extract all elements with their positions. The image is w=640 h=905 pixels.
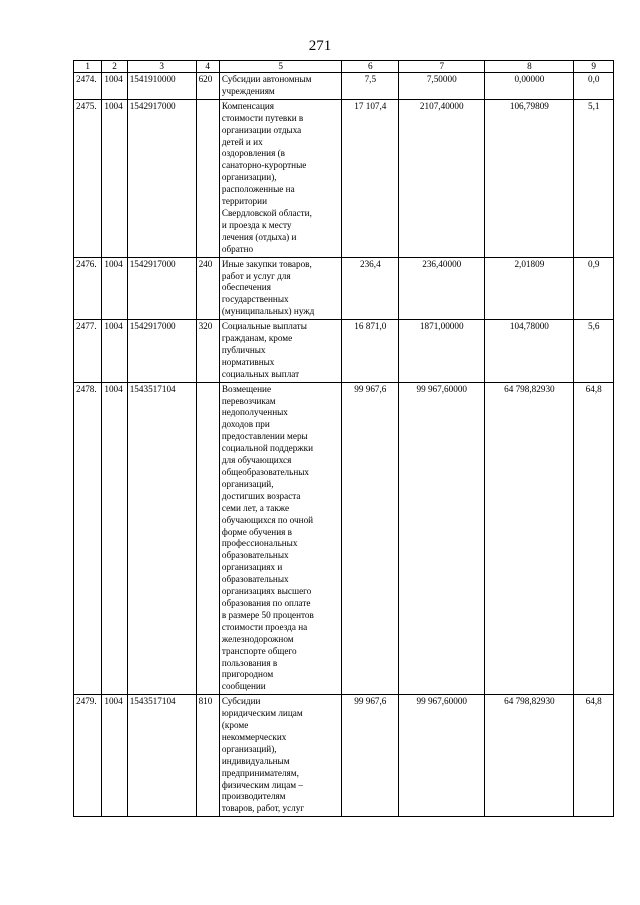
item-name-line: образовательных — [221, 550, 289, 561]
item-name-line: некоммерческих — [221, 731, 287, 742]
row-number-cell: 2479. — [74, 695, 102, 817]
item-name-line: и проезда к месту — [221, 219, 292, 230]
execution-percent-cell: 5,1 — [574, 99, 614, 257]
item-name-line: организациях высшего — [221, 586, 312, 597]
item-name-line: публичных — [221, 344, 266, 355]
expense-type-cell — [196, 382, 219, 695]
item-name-line: организации), — [221, 172, 277, 183]
execution-percent-cell: 0,9 — [574, 257, 614, 320]
item-name-line: Субсидии автономным — [221, 74, 312, 84]
header-cell: 4 — [196, 61, 219, 73]
approved-amount-cell: 7,50000 — [399, 73, 485, 100]
execution-percent-cell: 5,6 — [574, 320, 614, 383]
table-row — [74, 695, 614, 817]
header-cell: 5 — [219, 61, 342, 73]
item-name-line: организациях и — [221, 562, 283, 573]
expense-type-cell: 810 — [196, 695, 219, 817]
executed-amount-cell: 0,00000 — [485, 73, 574, 100]
row-number-cell: 2477. — [74, 320, 102, 383]
item-name-line: образования по оплате — [221, 597, 311, 608]
item-name-line: Свердловской области, — [221, 207, 312, 218]
table-row — [74, 320, 614, 383]
item-name-line: общеобразовательных — [221, 467, 310, 477]
header-cell: 2 — [102, 61, 127, 73]
item-name-line: государственных — [221, 294, 289, 305]
item-name-line: образовательных — [221, 574, 289, 585]
item-name-line: работ и услуг для — [221, 270, 291, 281]
item-name-line: детей и их — [221, 136, 263, 147]
item-name-line: обучающихся по очной — [221, 514, 314, 525]
execution-percent-cell: 64,8 — [574, 382, 614, 695]
item-name-line: пользования в — [221, 657, 278, 668]
item-name-line: юридическим лицам — [221, 708, 303, 719]
approved-amount-cell: 2107,40000 — [399, 99, 485, 257]
item-name-line: Социальные выплаты — [221, 321, 307, 332]
executed-amount-cell: 106,79809 — [485, 99, 574, 257]
item-name-line: стоимости проезда на — [221, 621, 308, 632]
target-code-cell: 1542917000 — [127, 320, 196, 383]
section-code-cell: 1004 — [102, 257, 127, 320]
item-name-line: доходов при — [221, 419, 270, 430]
item-name-line: лечения (отдыха) и — [221, 231, 297, 242]
item-name-line: оздоровления (в — [221, 148, 286, 159]
header-cell: 1 — [74, 61, 102, 73]
item-name-line: (муниципальных) нужд — [221, 306, 315, 317]
executed-amount-cell: 2,01809 — [485, 257, 574, 320]
planned-amount-cell: 16 871,0 — [342, 320, 399, 383]
execution-percent-cell: 64,8 — [574, 695, 614, 817]
page-number: 271 — [308, 38, 332, 54]
item-name-line: железнодорожном — [221, 633, 294, 644]
header-cell: 3 — [127, 61, 196, 73]
budget-table — [73, 60, 614, 817]
section-code-cell: 1004 — [102, 382, 127, 695]
item-name-line: обратно — [221, 243, 254, 254]
item-name-line: профессиональных — [221, 538, 298, 549]
row-number-cell: 2475. — [74, 99, 102, 257]
header-row — [74, 61, 614, 73]
item-name-line: индивидуальным — [221, 755, 290, 766]
planned-amount-cell: 17 107,4 — [342, 99, 399, 257]
item-name-line: организации отдыха — [221, 124, 302, 135]
item-name-line: производителям — [221, 791, 286, 802]
item-name-line: расположенные на — [221, 184, 295, 195]
planned-amount-cell: 236,4 — [342, 257, 399, 320]
item-name-line: территории — [221, 196, 267, 207]
item-name-line: Иные закупки товаров, — [221, 258, 312, 269]
execution-percent-cell: 0,0 — [574, 73, 614, 100]
item-name-line: Возмещение — [221, 383, 272, 394]
header-cell: 8 — [485, 61, 574, 73]
table-row — [74, 257, 614, 320]
expense-type-cell: 320 — [196, 320, 219, 383]
item-name-line: перевозчикам — [221, 395, 276, 406]
table-row — [74, 99, 614, 257]
item-name-cell — [219, 695, 342, 817]
item-name-line: сообщении — [221, 681, 266, 692]
item-name-line: (кроме — [221, 720, 249, 731]
executed-amount-cell: 64 798,82930 — [485, 695, 574, 817]
approved-amount-cell: 236,40000 — [399, 257, 485, 320]
item-name-line: нормативных — [221, 356, 275, 367]
section-code-cell: 1004 — [102, 695, 127, 817]
item-name-line: форме обучения в — [221, 526, 292, 537]
item-name-line: Субсидии — [221, 696, 261, 707]
table-row — [74, 382, 614, 695]
planned-amount-cell: 99 967,6 — [342, 695, 399, 817]
item-name-line: предпринимателям, — [221, 767, 299, 778]
item-name-line: организаций, — [221, 478, 274, 489]
planned-amount-cell: 7,5 — [342, 73, 399, 100]
expense-type-cell: 240 — [196, 257, 219, 320]
target-code-cell: 1543517104 — [127, 382, 196, 695]
expense-type-cell — [196, 99, 219, 257]
row-number-cell: 2474. — [74, 73, 102, 100]
item-name-cell — [219, 382, 342, 695]
expense-type-cell: 620 — [196, 73, 219, 100]
item-name-line: семи лет, а также — [221, 502, 290, 513]
item-name-line: достигших возраста — [221, 490, 301, 501]
target-code-cell: 1541910000 — [127, 73, 196, 100]
table-row — [74, 73, 614, 100]
item-name-line: предоставлении меры — [221, 431, 308, 442]
item-name-line: стоимости путевки в — [221, 112, 304, 123]
item-name-line: пригородном — [221, 669, 274, 680]
item-name-cell — [219, 73, 342, 100]
item-name-line: гражданам, кроме — [221, 333, 293, 344]
section-code-cell: 1004 — [102, 73, 127, 100]
item-name-line: обеспечения — [221, 282, 271, 293]
item-name-line: физическим лицам – — [221, 779, 303, 790]
section-code-cell: 1004 — [102, 99, 127, 257]
header-cell: 6 — [342, 61, 399, 73]
item-name-line: Компенсация — [221, 100, 275, 111]
executed-amount-cell: 104,78000 — [485, 320, 574, 383]
item-name-line: санаторно-курортные — [221, 160, 307, 171]
target-code-cell: 1542917000 — [127, 257, 196, 320]
item-name-line: социальной поддержки — [221, 443, 314, 454]
item-name-line: в размере 50 процентов — [221, 609, 314, 620]
header-cell: 9 — [574, 61, 614, 73]
approved-amount-cell: 99 967,60000 — [399, 695, 485, 817]
executed-amount-cell: 64 798,82930 — [485, 382, 574, 695]
item-name-line: недополученных — [221, 407, 288, 418]
row-number-cell: 2476. — [74, 257, 102, 320]
target-code-cell: 1543517104 — [127, 695, 196, 817]
item-name-line: для обучающихся — [221, 455, 292, 466]
item-name-line: учреждениям — [221, 85, 275, 96]
row-number-cell: 2478. — [74, 382, 102, 695]
item-name-line: транспорте общего — [221, 645, 297, 656]
item-name-cell — [219, 320, 342, 383]
header-cell: 7 — [399, 61, 485, 73]
approved-amount-cell: 1871,00000 — [399, 320, 485, 383]
item-name-line: товаров, работ, услуг — [221, 803, 305, 814]
item-name-cell — [219, 99, 342, 257]
item-name-line: организаций), — [221, 743, 277, 754]
approved-amount-cell: 99 967,60000 — [399, 382, 485, 695]
target-code-cell: 1542917000 — [127, 99, 196, 257]
item-name-line: социальных выплат — [221, 368, 300, 379]
planned-amount-cell: 99 967,6 — [342, 382, 399, 695]
item-name-cell — [219, 257, 342, 320]
section-code-cell: 1004 — [102, 320, 127, 383]
table-body — [74, 73, 614, 817]
